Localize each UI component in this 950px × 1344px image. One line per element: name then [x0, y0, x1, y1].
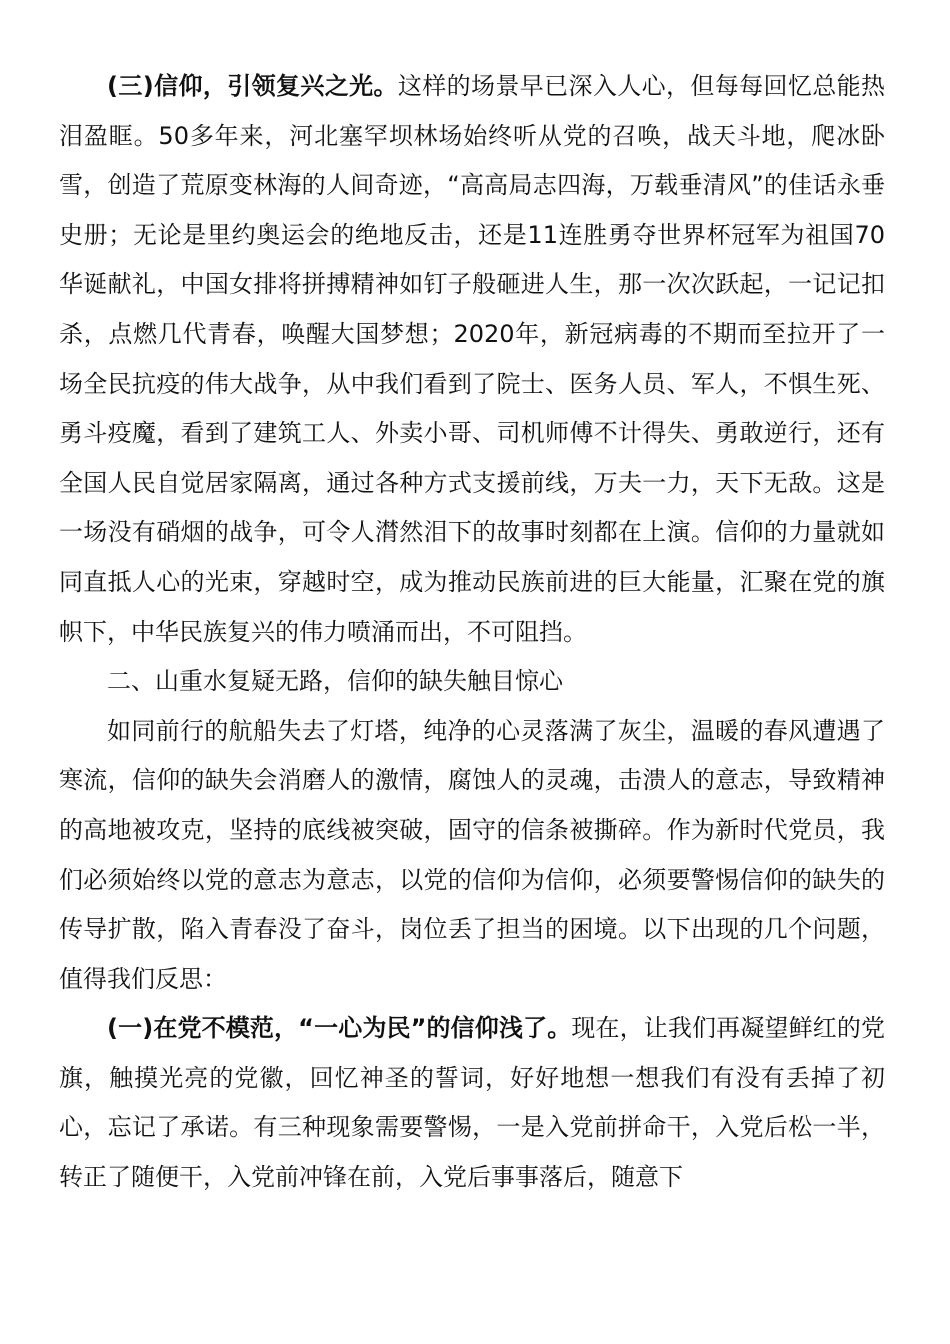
paragraph-lead-heading: (一)在党不模范，“一心为民”的信仰浅了。: [107, 1014, 572, 1043]
paragraph-text: 现在，让我们再凝望鲜红的党旗，触摸光亮的党徽，回忆神圣的誓词，好好地想一想我们有没有丢掉了初心，忘记了承诺。有三种现象需要警惕，一是入党前拼命干，入党后松一半，转正了随便干，入党前冲锋在前，入党后事事落后，随意下: [59, 1014, 886, 1192]
paragraph-lead-heading: (三)信仰，引领复兴之光。: [107, 72, 398, 100]
document-body: [59, 62, 885, 1203]
paragraph-party-model: [59, 1004, 885, 1202]
paragraph-faith-revival: [59, 62, 885, 657]
section-heading: 二、山重水复疑无路，信仰的缺失触目惊心: [107, 667, 563, 696]
paragraph-faith-loss: 如同前行的航船失去了灯塔，纯净的心灵落满了灰尘，温暖的春风遭遇了寒流，信仰的缺失会消磨人的激情，腐蚀人的灵魂，击溃人的意志，导致精神的高地被攻克，坚持的底线被突破，固守的信条被撕碎。作为新时代党员，我们必须始终以党的意志为意志，以党的信仰为信仰，必须要警惕信仰的缺失的传导扩散，陷入青春没了奋斗，岗位丢了担当的困境。以下出现的几个问题，值得我们反思：: [59, 716, 885, 993]
paragraph-text: 这样的场景早已深入人心，但每每回忆总能热泪盈眶。50多年来，河北塞罕坝林场始终听从党的召唤，战天斗地，爬冰卧雪，创造了荒原变林海的人间奇迹，“高高局志四海，万载垂清风”的佳话永垂史册；无论是里约奥运会的绝地反击，还是11连胜勇夺世界杯冠军为祖国70华诞献礼，中国女排将拼搏精神如钉子般砸进人生，那一次次跃起，一记记扣杀，点燃几代青春，唤醒大国梦想；2020年，新冠病毒的不期而至拉开了一场全民抗疫的伟大战争，从中我们看到了院士、医务人员、军人，不惧生死、勇斗疫魔，看到了建筑工人、外卖小哥、司机师傅不计得失、勇敢逆行，还有全国人民自觉居家隔离，通过各种方式支援前线，万夫一力，天下无敌。这是一场没有硝烟的战争，可令人潸然泪下的故事时刻都在上演。信仰的力量就如同直抵人心的光束，穿越时空，成为推动民族前进的巨大能量，汇聚在党的旗帜下，中华民族复兴的伟力喷涌而出，不可阻挡。: [59, 72, 886, 646]
